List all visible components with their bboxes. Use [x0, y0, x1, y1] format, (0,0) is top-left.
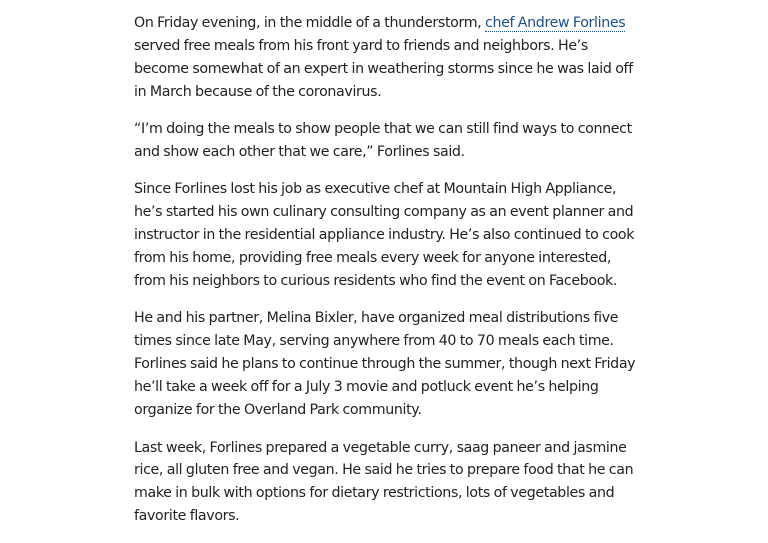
paragraph-1-text-before-link: On Friday evening, in the middle of a thunderstorm, — [134, 15, 486, 31]
chef-andrew-forlines-link[interactable]: chef Andrew Forlines — [485, 15, 626, 31]
paragraph-1-text-after-link: served free meals from his front yard to friends and neighbors. He’s become somewhat of an expert in weathering storms since he was laid off in March because of the coronavirus. — [134, 37, 633, 100]
article-paragraph-3: Since Forlines lost his job as executive chef at Mountain High Appliance, he’s started his own culinary consulting company as an event planner and instructor in the residential appliance industry. He’s also continued to cook from his home, providing free meals every week for anyone interested, from his neighbors to curious residents who find the event on Facebook. — [134, 181, 635, 290]
article-paragraph-4: He and his partner, Melina Bixler, have organized meal distributions five times since late May, serving anywhere from 40 to 70 meals each time. Forlines said he plans to continue through the summer, though next Friday he’ll take a week off for a July 3 movie and potluck event he’s helping organize for the Overland Park community. — [134, 310, 636, 419]
article-paragraph-5: Last week, Forlines prepared a vegetable curry, saag paneer and jasmine rice, all gluten free and vegan. He said he tries to prepare food that he can make in bulk with options for dietary restrictions, lots of vegetables and favorite flavors. — [134, 439, 634, 525]
article-paragraph-2: “I’m doing the meals to show people that we can still find ways to connect and show each other that we care,” Forlines said. — [134, 121, 632, 161]
article-paragraph-1 — [134, 12, 636, 104]
article-body — [134, 12, 636, 543]
